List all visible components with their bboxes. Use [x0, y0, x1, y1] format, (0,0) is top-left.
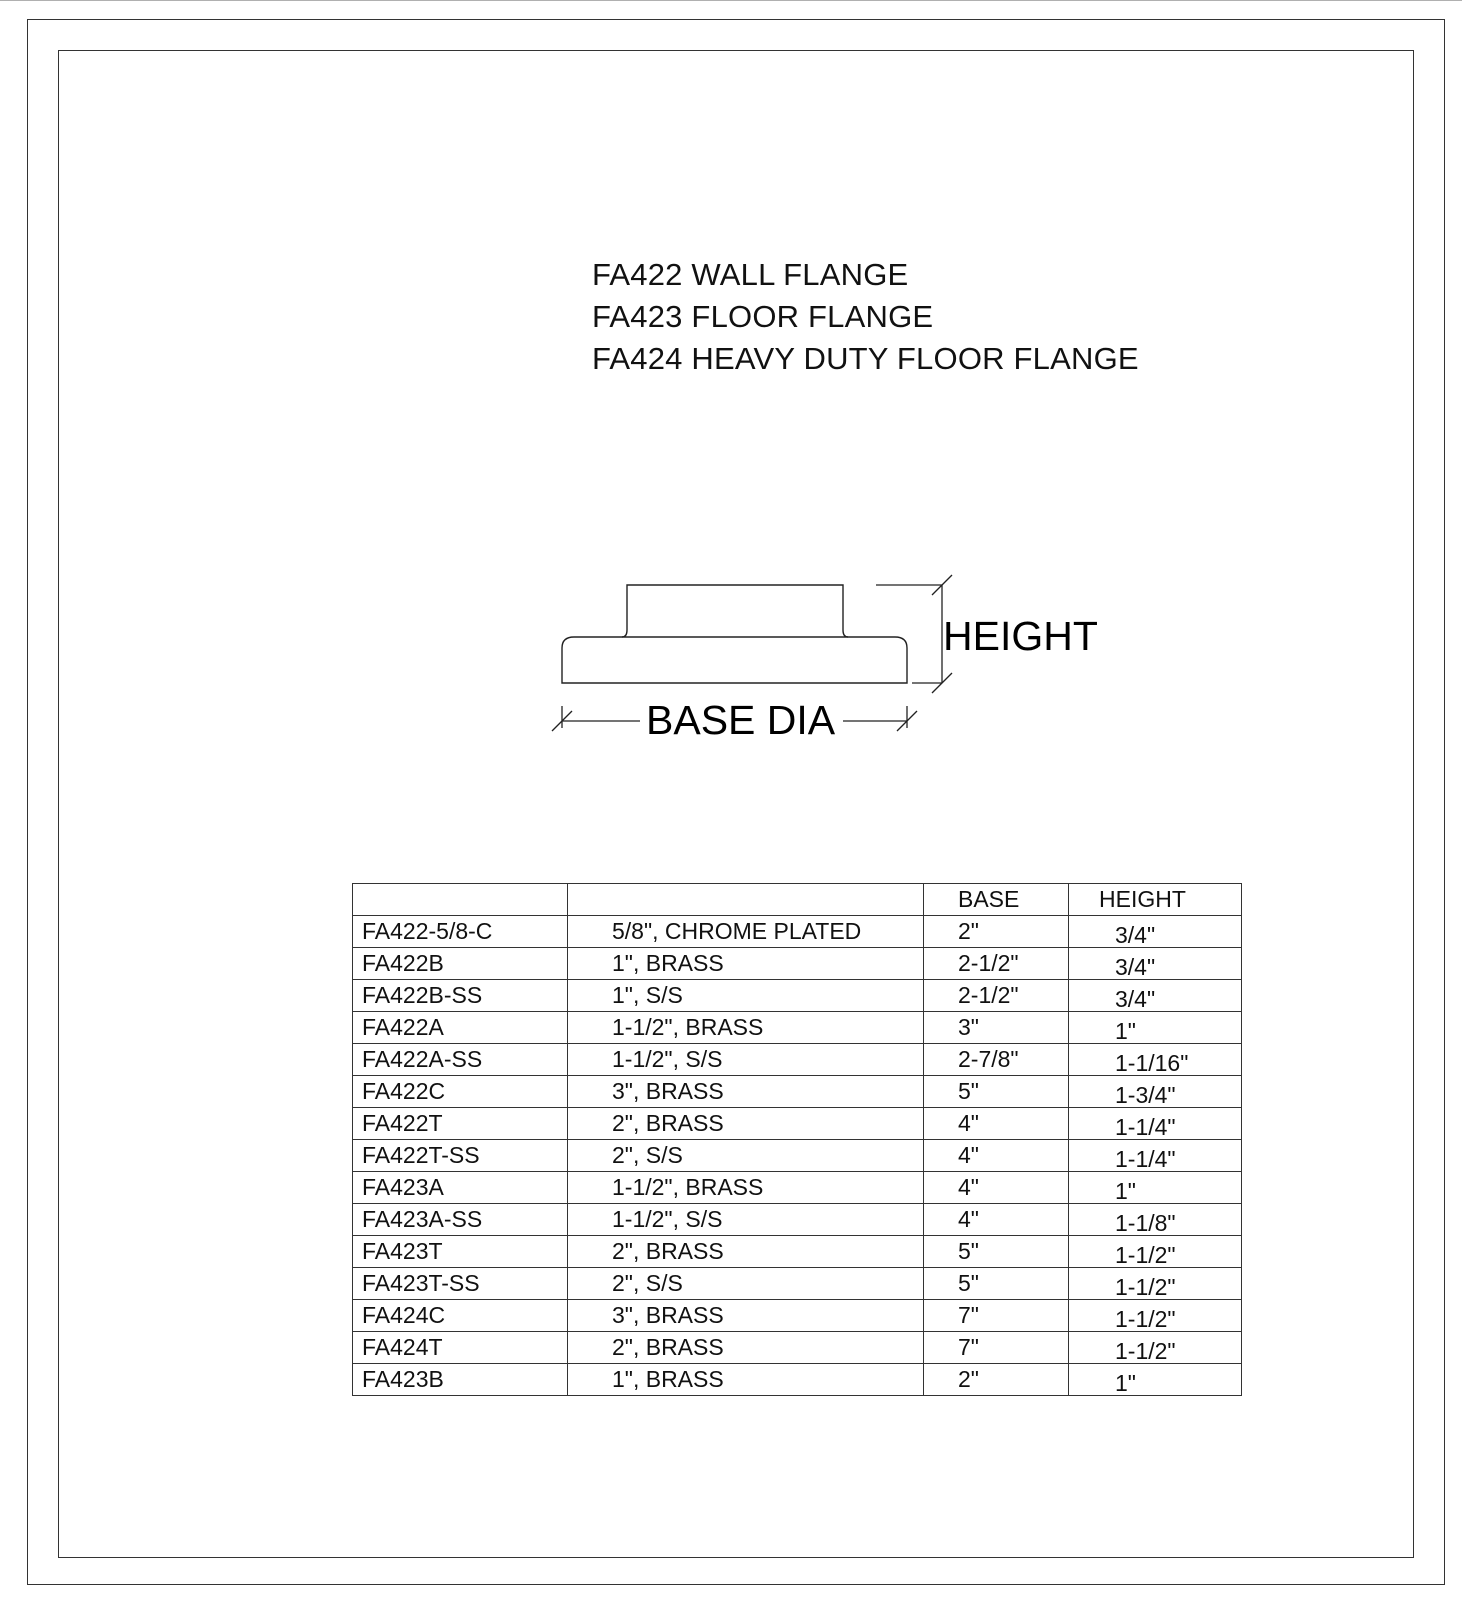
height-value: 1" [1115, 1370, 1136, 1396]
title-line-floor-flange: FA423 FLOOR FLANGE [592, 299, 934, 334]
flange-base-outline [562, 637, 907, 683]
base-cell: 5" [924, 1076, 1069, 1108]
table-header-row [353, 884, 1242, 916]
height-value: 1-3/4" [1115, 1082, 1176, 1108]
base-cell: 7" [924, 1332, 1069, 1364]
part-number-cell: FA422T-SS [353, 1140, 568, 1172]
height-value: 3/4" [1115, 922, 1156, 948]
description-cell: 2", BRASS [568, 1332, 924, 1364]
height-value: 1" [1115, 1018, 1136, 1044]
height-value: 3/4" [1115, 954, 1156, 980]
height-cell [1069, 1076, 1242, 1108]
height-value: 1-1/2" [1115, 1274, 1176, 1300]
table-row [353, 980, 1242, 1012]
table-row [353, 1172, 1242, 1204]
base-cell: 3" [924, 1012, 1069, 1044]
part-number-cell: FA424T [353, 1332, 568, 1364]
height-cell [1069, 1364, 1242, 1396]
height-value: 1" [1115, 1178, 1136, 1204]
description-cell: 3", BRASS [568, 1076, 924, 1108]
table-row [353, 1204, 1242, 1236]
base-dia-label: BASE DIA [646, 697, 836, 743]
description-cell: 3", BRASS [568, 1300, 924, 1332]
description-cell: 2", S/S [568, 1268, 924, 1300]
table-row [353, 1236, 1242, 1268]
description-cell: 1", BRASS [568, 1364, 924, 1396]
height-cell [1069, 1172, 1242, 1204]
height-value: 3/4" [1115, 986, 1156, 1012]
height-value: 1-1/2" [1115, 1338, 1176, 1364]
table-row [353, 1044, 1242, 1076]
part-number-cell: FA422A [353, 1012, 568, 1044]
description-cell: 2", BRASS [568, 1108, 924, 1140]
base-cell: 5" [924, 1268, 1069, 1300]
base-cell: 2-1/2" [924, 980, 1069, 1012]
base-cell: 4" [924, 1108, 1069, 1140]
base-cell: 4" [924, 1140, 1069, 1172]
description-cell: 2", S/S [568, 1140, 924, 1172]
description-cell: 1-1/2", BRASS [568, 1172, 924, 1204]
part-number-cell: FA423A-SS [353, 1204, 568, 1236]
part-number-cell: FA422B-SS [353, 980, 568, 1012]
description-cell: 1-1/2", S/S [568, 1044, 924, 1076]
part-number-cell: FA423B [353, 1364, 568, 1396]
table-row [353, 1108, 1242, 1140]
base-cell: 4" [924, 1172, 1069, 1204]
height-value: 1-1/2" [1115, 1242, 1176, 1268]
part-number-cell: FA422A-SS [353, 1044, 568, 1076]
base-cell: 2" [924, 916, 1069, 948]
height-cell [1069, 1012, 1242, 1044]
part-number-cell: FA422C [353, 1076, 568, 1108]
table-row [353, 1076, 1242, 1108]
table-row [353, 1140, 1242, 1172]
height-cell [1069, 916, 1242, 948]
table-row [353, 1300, 1242, 1332]
table-header-4: HEIGHT [1069, 884, 1242, 916]
table-row [353, 1268, 1242, 1300]
table-row [353, 1012, 1242, 1044]
height-cell [1069, 1332, 1242, 1364]
description-cell: 1", S/S [568, 980, 924, 1012]
title-line-heavy-duty-floor-flange: FA424 HEAVY DUTY FLOOR FLANGE [592, 341, 1139, 376]
description-cell: 2", BRASS [568, 1236, 924, 1268]
height-value: 1-1/8" [1115, 1210, 1176, 1236]
height-cell [1069, 948, 1242, 980]
table-row [353, 916, 1242, 948]
base-cell: 2" [924, 1364, 1069, 1396]
flange-hub-outline [622, 585, 848, 637]
base-cell: 2-7/8" [924, 1044, 1069, 1076]
table-header-1 [353, 884, 568, 916]
height-value: 1-1/16" [1115, 1050, 1189, 1076]
height-cell [1069, 1268, 1242, 1300]
base-cell: 2-1/2" [924, 948, 1069, 980]
part-number-cell: FA423A [353, 1172, 568, 1204]
height-cell [1069, 1044, 1242, 1076]
flange-spec-table [352, 883, 1242, 1396]
table-header-3: BASE [924, 884, 1069, 916]
part-number-cell: FA422T [353, 1108, 568, 1140]
table-row [353, 1332, 1242, 1364]
height-cell [1069, 1236, 1242, 1268]
part-number-cell: FA424C [353, 1300, 568, 1332]
height-label: HEIGHT [943, 613, 1098, 659]
part-number-cell: FA423T [353, 1236, 568, 1268]
table-row [353, 1364, 1242, 1396]
table-row [353, 948, 1242, 980]
height-value: 1-1/4" [1115, 1146, 1176, 1172]
height-value: 1-1/2" [1115, 1306, 1176, 1332]
height-cell [1069, 1140, 1242, 1172]
description-cell: 1-1/2", S/S [568, 1204, 924, 1236]
height-cell [1069, 1204, 1242, 1236]
base-cell: 7" [924, 1300, 1069, 1332]
height-cell [1069, 1300, 1242, 1332]
base-cell: 5" [924, 1236, 1069, 1268]
part-number-cell: FA423T-SS [353, 1268, 568, 1300]
height-cell [1069, 1108, 1242, 1140]
height-cell [1069, 980, 1242, 1012]
part-number-cell: FA422-5/8-C [353, 916, 568, 948]
description-cell: 1", BRASS [568, 948, 924, 980]
description-cell: 1-1/2", BRASS [568, 1012, 924, 1044]
height-value: 1-1/4" [1115, 1114, 1176, 1140]
part-number-cell: FA422B [353, 948, 568, 980]
base-cell: 4" [924, 1204, 1069, 1236]
description-cell: 5/8", CHROME PLATED [568, 916, 924, 948]
title-line-wall-flange: FA422 WALL FLANGE [592, 257, 909, 292]
table-header-2 [568, 884, 924, 916]
